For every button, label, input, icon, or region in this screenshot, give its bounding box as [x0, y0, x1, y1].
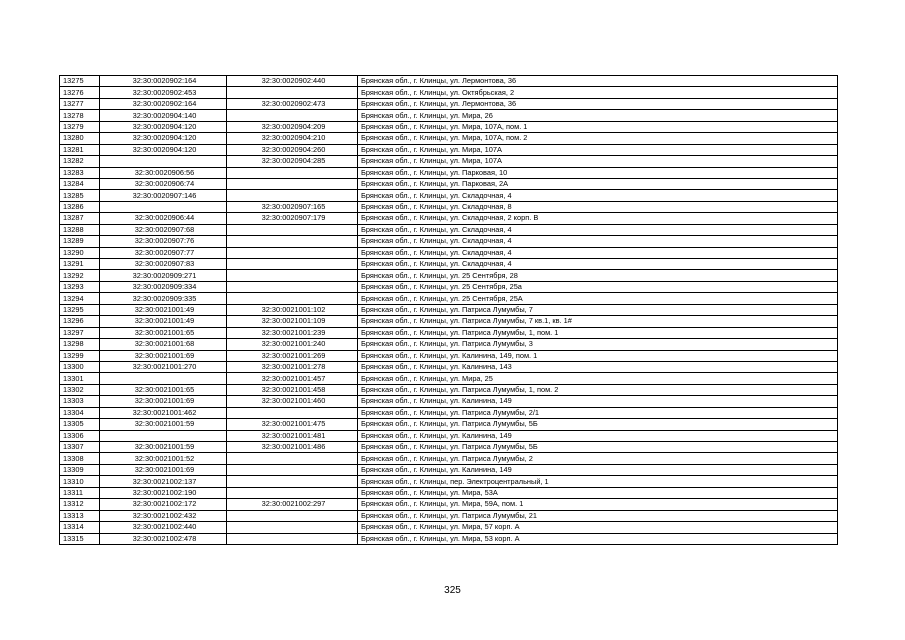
building-cadastral-number-cell: 32:30:0021001:240	[227, 339, 358, 350]
parcel-cadastral-number-cell: 32:30:0020902:164	[100, 98, 227, 109]
building-cadastral-number-cell	[227, 522, 358, 533]
building-cadastral-number-cell: 32:30:0021001:486	[227, 442, 358, 453]
table-row	[60, 361, 838, 372]
record-number-cell: 13310	[60, 476, 100, 487]
building-cadastral-number-cell	[227, 270, 358, 281]
record-number-cell: 13315	[60, 533, 100, 544]
table-row	[60, 419, 838, 430]
record-number-cell: 13301	[60, 373, 100, 384]
building-cadastral-number-cell	[227, 87, 358, 98]
parcel-cadastral-number-cell: 32:30:0020906:74	[100, 178, 227, 189]
table-row	[60, 373, 838, 384]
table-row	[60, 224, 838, 235]
parcel-cadastral-number-cell	[100, 201, 227, 212]
table-row	[60, 270, 838, 281]
parcel-cadastral-number-cell: 32:30:0021001:69	[100, 350, 227, 361]
parcel-cadastral-number-cell	[100, 373, 227, 384]
table-row	[60, 339, 838, 350]
table-row	[60, 259, 838, 270]
record-number-cell: 13286	[60, 201, 100, 212]
building-cadastral-number-cell: 32:30:0020904:209	[227, 121, 358, 132]
table-row	[60, 522, 838, 533]
record-number-cell: 13308	[60, 453, 100, 464]
address-cell: Брянская обл., г. Клинцы, ул. Патриса Лумумбы, 1, пом. 2	[358, 384, 838, 395]
parcel-cadastral-number-cell: 32:30:0020907:83	[100, 259, 227, 270]
record-number-cell: 13276	[60, 87, 100, 98]
table-row	[60, 533, 838, 544]
record-number-cell: 13284	[60, 178, 100, 189]
table-row	[60, 316, 838, 327]
address-cell: Брянская обл., г. Клинцы, ул. Складочная, 4	[358, 236, 838, 247]
record-number-cell: 13290	[60, 247, 100, 258]
building-cadastral-number-cell: 32:30:0021001:269	[227, 350, 358, 361]
address-cell: Брянская обл., г. Клинцы, ул. Октябрьская, 2	[358, 87, 838, 98]
address-cell: Брянская обл., г. Клинцы, ул. Складочная, 4	[358, 259, 838, 270]
building-cadastral-number-cell: 32:30:0021001:475	[227, 419, 358, 430]
parcel-cadastral-number-cell: 32:30:0020902:453	[100, 87, 227, 98]
record-number-cell: 13279	[60, 121, 100, 132]
building-cadastral-number-cell	[227, 247, 358, 258]
building-cadastral-number-cell	[227, 236, 358, 247]
address-cell: Брянская обл., г. Клинцы, ул. Патриса Лумумбы, 5Б	[358, 419, 838, 430]
table-row	[60, 178, 838, 189]
table-row	[60, 453, 838, 464]
table-row	[60, 430, 838, 441]
record-number-cell: 13314	[60, 522, 100, 533]
building-cadastral-number-cell: 32:30:0021001:109	[227, 316, 358, 327]
building-cadastral-number-cell	[227, 224, 358, 235]
table-row	[60, 167, 838, 178]
record-number-cell: 13294	[60, 293, 100, 304]
address-cell: Брянская обл., г. Клинцы, ул. Складочная, 4	[358, 224, 838, 235]
table-row	[60, 213, 838, 224]
parcel-cadastral-number-cell: 32:30:0020907:76	[100, 236, 227, 247]
building-cadastral-number-cell: 32:30:0021001:460	[227, 396, 358, 407]
parcel-cadastral-number-cell: 32:30:0020904:120	[100, 121, 227, 132]
building-cadastral-number-cell: 32:30:0020907:165	[227, 201, 358, 212]
table-row	[60, 110, 838, 121]
record-number-cell: 13293	[60, 281, 100, 292]
table-row	[60, 87, 838, 98]
record-number-cell: 13311	[60, 487, 100, 498]
building-cadastral-number-cell: 32:30:0020904:210	[227, 133, 358, 144]
cadastral-table-body	[60, 76, 838, 545]
building-cadastral-number-cell: 32:30:0020902:473	[227, 98, 358, 109]
address-cell: Брянская обл., г. Клинцы, ул. Складочная, 4	[358, 190, 838, 201]
parcel-cadastral-number-cell: 32:30:0020907:77	[100, 247, 227, 258]
table-row	[60, 384, 838, 395]
building-cadastral-number-cell	[227, 464, 358, 475]
address-cell: Брянская обл., г. Клинцы, ул. Калинина, 149	[358, 430, 838, 441]
building-cadastral-number-cell	[227, 281, 358, 292]
building-cadastral-number-cell	[227, 190, 358, 201]
building-cadastral-number-cell	[227, 110, 358, 121]
building-cadastral-number-cell: 32:30:0021001:457	[227, 373, 358, 384]
record-number-cell: 13298	[60, 339, 100, 350]
address-cell: Брянская обл., г. Клинцы, ул. Патриса Лумумбы, 2	[358, 453, 838, 464]
building-cadastral-number-cell	[227, 178, 358, 189]
parcel-cadastral-number-cell: 32:30:0020907:146	[100, 190, 227, 201]
record-number-cell: 13280	[60, 133, 100, 144]
building-cadastral-number-cell: 32:30:0020902:440	[227, 76, 358, 87]
table-row	[60, 407, 838, 418]
parcel-cadastral-number-cell: 32:30:0020906:44	[100, 213, 227, 224]
building-cadastral-number-cell: 32:30:0021001:481	[227, 430, 358, 441]
parcel-cadastral-number-cell: 32:30:0021002:172	[100, 499, 227, 510]
table-row	[60, 499, 838, 510]
record-number-cell: 13307	[60, 442, 100, 453]
address-cell: Брянская обл., г. Клинцы, ул. Мира, 26	[358, 110, 838, 121]
record-number-cell: 13295	[60, 304, 100, 315]
parcel-cadastral-number-cell: 32:30:0021001:59	[100, 419, 227, 430]
parcel-cadastral-number-cell: 32:30:0021001:68	[100, 339, 227, 350]
address-cell: Брянская обл., г. Клинцы, ул. Парковая, 2А	[358, 178, 838, 189]
record-number-cell: 13302	[60, 384, 100, 395]
address-cell: Брянская обл., г. Клинцы, ул. Калинина, 149	[358, 464, 838, 475]
parcel-cadastral-number-cell: 32:30:0021002:190	[100, 487, 227, 498]
table-row	[60, 190, 838, 201]
address-cell: Брянская обл., г. Клинцы, ул. 25 Сентября, 25а	[358, 281, 838, 292]
address-cell: Брянская обл., г. Клинцы, ул. Патриса Лумумбы, 1, пом. 1	[358, 327, 838, 338]
table-row	[60, 247, 838, 258]
parcel-cadastral-number-cell: 32:30:0021002:440	[100, 522, 227, 533]
table-row	[60, 304, 838, 315]
parcel-cadastral-number-cell: 32:30:0021002:137	[100, 476, 227, 487]
address-cell: Брянская обл., г. Клинцы, ул. Мира, 57 корп. А	[358, 522, 838, 533]
address-cell: Брянская обл., г. Клинцы, ул. Складочная, 8	[358, 201, 838, 212]
address-cell: Брянская обл., г. Клинцы, ул. Калинина, 149, пом. 1	[358, 350, 838, 361]
parcel-cadastral-number-cell: 32:30:0020904:140	[100, 110, 227, 121]
cadastral-table	[59, 75, 838, 545]
address-cell: Брянская обл., г. Клинцы, ул. Мира, 53А	[358, 487, 838, 498]
address-cell: Брянская обл., г. Клинцы, ул. Калинина, 149	[358, 396, 838, 407]
address-cell: Брянская обл., г. Клинцы, ул. Лермонтова, 36	[358, 76, 838, 87]
address-cell: Брянская обл., г. Клинцы, ул. Патриса Лумумбы, 7 кв.1, кв. 1#	[358, 316, 838, 327]
parcel-cadastral-number-cell: 32:30:0021001:462	[100, 407, 227, 418]
parcel-cadastral-number-cell: 32:30:0021001:65	[100, 327, 227, 338]
table-row	[60, 464, 838, 475]
parcel-cadastral-number-cell: 32:30:0021001:65	[100, 384, 227, 395]
building-cadastral-number-cell	[227, 407, 358, 418]
address-cell: Брянская обл., г. Клинцы, ул. Мира, 53 корп. А	[358, 533, 838, 544]
address-cell: Брянская обл., г. Клинцы, ул. Мира, 107А, пом. 2	[358, 133, 838, 144]
building-cadastral-number-cell	[227, 487, 358, 498]
record-number-cell: 13296	[60, 316, 100, 327]
table-row	[60, 350, 838, 361]
record-number-cell: 13312	[60, 499, 100, 510]
record-number-cell: 13304	[60, 407, 100, 418]
table-row	[60, 510, 838, 521]
record-number-cell: 13285	[60, 190, 100, 201]
address-cell: Брянская обл., г. Клинцы, ул. Мира, 107А	[358, 144, 838, 155]
table-row	[60, 156, 838, 167]
parcel-cadastral-number-cell: 32:30:0020909:334	[100, 281, 227, 292]
building-cadastral-number-cell: 32:30:0021002:297	[227, 499, 358, 510]
record-number-cell: 13277	[60, 98, 100, 109]
parcel-cadastral-number-cell: 32:30:0021002:432	[100, 510, 227, 521]
address-cell: Брянская обл., г. Клинцы, ул. Лермонтова, 36	[358, 98, 838, 109]
parcel-cadastral-number-cell: 32:30:0020904:120	[100, 144, 227, 155]
parcel-cadastral-number-cell: 32:30:0020906:56	[100, 167, 227, 178]
parcel-cadastral-number-cell: 32:30:0021001:49	[100, 316, 227, 327]
record-number-cell: 13300	[60, 361, 100, 372]
parcel-cadastral-number-cell: 32:30:0021001:49	[100, 304, 227, 315]
building-cadastral-number-cell	[227, 533, 358, 544]
table-row	[60, 144, 838, 155]
record-number-cell: 13303	[60, 396, 100, 407]
address-cell: Брянская обл., г. Клинцы, ул. Патриса Лумумбы, 2/1	[358, 407, 838, 418]
record-number-cell: 13309	[60, 464, 100, 475]
record-number-cell: 13292	[60, 270, 100, 281]
address-cell: Брянская обл., г. Клинцы, ул. Мира, 25	[358, 373, 838, 384]
address-cell: Брянская обл., г. Клинцы, ул. Калинина, 143	[358, 361, 838, 372]
address-cell: Брянская обл., г. Клинцы, ул. Складочная, 4	[358, 247, 838, 258]
record-number-cell: 13306	[60, 430, 100, 441]
address-cell: Брянская обл., г. Клинцы, ул. Мира, 107А	[358, 156, 838, 167]
building-cadastral-number-cell: 32:30:0020904:285	[227, 156, 358, 167]
record-number-cell: 13275	[60, 76, 100, 87]
table-row	[60, 76, 838, 87]
building-cadastral-number-cell	[227, 453, 358, 464]
address-cell: Брянская обл., г. Клинцы, ул. Мира, 107А, пом. 1	[358, 121, 838, 132]
record-number-cell: 13282	[60, 156, 100, 167]
table-row	[60, 442, 838, 453]
table-row	[60, 327, 838, 338]
table-row	[60, 293, 838, 304]
parcel-cadastral-number-cell: 32:30:0021001:69	[100, 464, 227, 475]
record-number-cell: 13278	[60, 110, 100, 121]
table-row	[60, 201, 838, 212]
address-cell: Брянская обл., г. Клинцы, ул. Мира, 59А, пом. 1	[358, 499, 838, 510]
record-number-cell: 13299	[60, 350, 100, 361]
address-cell: Брянская обл., г. Клинцы, ул. 25 Сентября, 28	[358, 270, 838, 281]
parcel-cadastral-number-cell	[100, 156, 227, 167]
address-cell: Брянская обл., г. Клинцы, ул. Патриса Лумумбы, 5Б	[358, 442, 838, 453]
record-number-cell: 13287	[60, 213, 100, 224]
record-number-cell: 13283	[60, 167, 100, 178]
address-cell: Брянская обл., г. Клинцы, ул. Патриса Лумумбы, 3	[358, 339, 838, 350]
building-cadastral-number-cell	[227, 259, 358, 270]
address-cell: Брянская обл., г. Клинцы, ул. Патриса Лумумбы, 7	[358, 304, 838, 315]
page-number: 325	[444, 585, 461, 596]
building-cadastral-number-cell: 32:30:0020904:260	[227, 144, 358, 155]
parcel-cadastral-number-cell	[100, 430, 227, 441]
parcel-cadastral-number-cell: 32:30:0020909:271	[100, 270, 227, 281]
building-cadastral-number-cell: 32:30:0021001:239	[227, 327, 358, 338]
address-cell: Брянская обл., г. Клинцы, ул. 25 Сентября, 25А	[358, 293, 838, 304]
parcel-cadastral-number-cell: 32:30:0020904:120	[100, 133, 227, 144]
parcel-cadastral-number-cell: 32:30:0020909:335	[100, 293, 227, 304]
building-cadastral-number-cell	[227, 510, 358, 521]
building-cadastral-number-cell	[227, 293, 358, 304]
address-cell: Брянская обл., г. Клинцы, ул. Патриса Лумумбы, 21	[358, 510, 838, 521]
building-cadastral-number-cell: 32:30:0021001:458	[227, 384, 358, 395]
address-cell: Брянская обл., г. Клинцы, ул. Парковая, 10	[358, 167, 838, 178]
table-row	[60, 476, 838, 487]
building-cadastral-number-cell: 32:30:0021001:102	[227, 304, 358, 315]
building-cadastral-number-cell: 32:30:0021001:278	[227, 361, 358, 372]
table-row	[60, 98, 838, 109]
table-row	[60, 487, 838, 498]
address-cell: Брянская обл., г. Клинцы, ул. Складочная, 2 корп. В	[358, 213, 838, 224]
address-cell: Брянская обл., г. Клинцы, пер. Электроцентральный, 1	[358, 476, 838, 487]
table-row	[60, 236, 838, 247]
parcel-cadastral-number-cell: 32:30:0020907:68	[100, 224, 227, 235]
parcel-cadastral-number-cell: 32:30:0021001:59	[100, 442, 227, 453]
table-row	[60, 281, 838, 292]
parcel-cadastral-number-cell: 32:30:0020902:164	[100, 76, 227, 87]
parcel-cadastral-number-cell: 32:30:0021002:478	[100, 533, 227, 544]
record-number-cell: 13305	[60, 419, 100, 430]
parcel-cadastral-number-cell: 32:30:0021001:270	[100, 361, 227, 372]
parcel-cadastral-number-cell: 32:30:0021001:52	[100, 453, 227, 464]
record-number-cell: 13291	[60, 259, 100, 270]
record-number-cell: 13313	[60, 510, 100, 521]
building-cadastral-number-cell: 32:30:0020907:179	[227, 213, 358, 224]
record-number-cell: 13281	[60, 144, 100, 155]
table-row	[60, 121, 838, 132]
record-number-cell: 13297	[60, 327, 100, 338]
parcel-cadastral-number-cell: 32:30:0021001:69	[100, 396, 227, 407]
record-number-cell: 13289	[60, 236, 100, 247]
table-row	[60, 133, 838, 144]
building-cadastral-number-cell	[227, 476, 358, 487]
table-row	[60, 396, 838, 407]
record-number-cell: 13288	[60, 224, 100, 235]
building-cadastral-number-cell	[227, 167, 358, 178]
